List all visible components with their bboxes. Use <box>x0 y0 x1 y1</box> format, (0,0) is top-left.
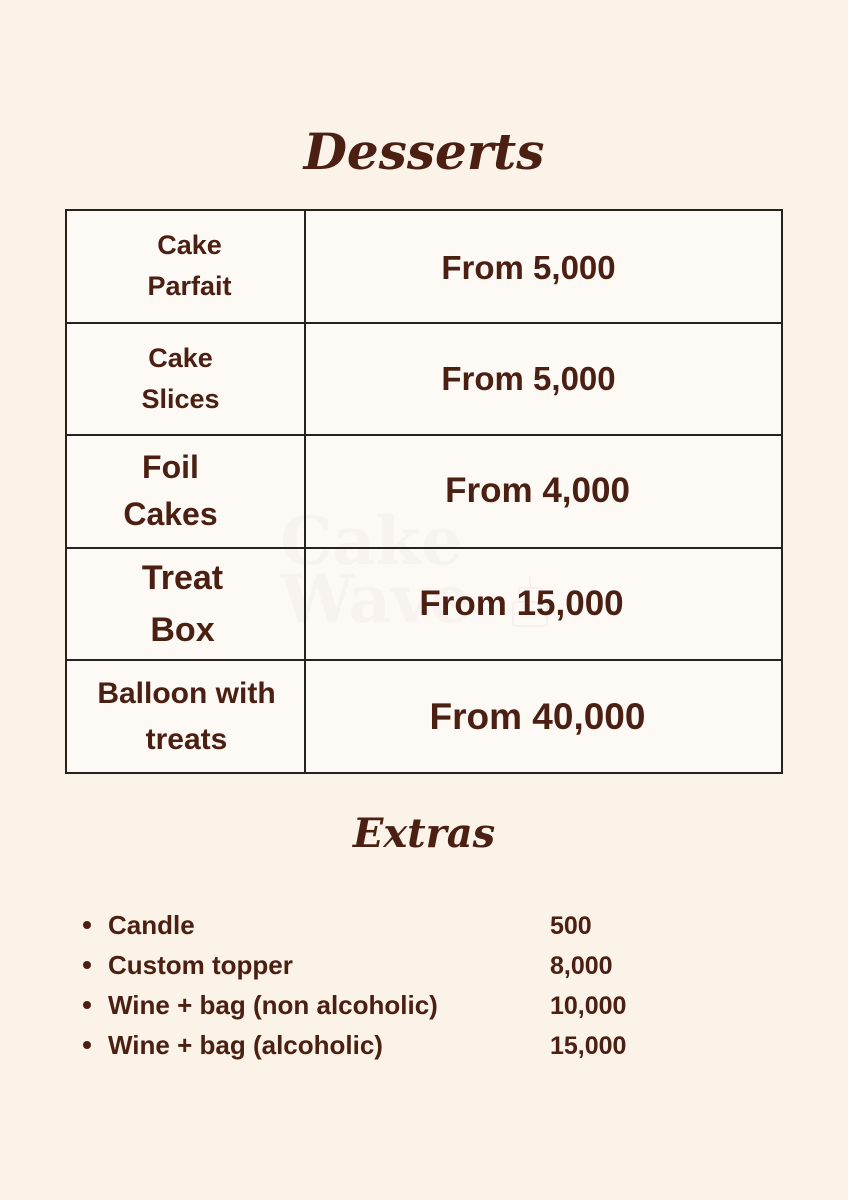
extra-price: 500 <box>550 912 592 940</box>
bullet-icon <box>83 1001 91 1009</box>
item-price-cell <box>305 660 782 773</box>
item-price-cell <box>305 323 782 436</box>
table-row <box>66 210 782 323</box>
item-name-cell <box>66 660 305 773</box>
item-price-cell <box>305 210 782 323</box>
desserts-table <box>65 209 783 774</box>
item-name-cell <box>66 210 305 323</box>
bullet-icon <box>83 1041 91 1049</box>
extra-price: 8,000 <box>550 952 613 980</box>
item-name: Foil Cakes <box>123 449 218 533</box>
item-name: Cake Parfait <box>147 230 232 302</box>
extra-name: Candle <box>108 910 195 940</box>
item-name: Balloon with treats <box>97 676 276 756</box>
item-price-cell <box>305 435 782 548</box>
extras-title: Extras <box>352 810 496 857</box>
item-price: From 15,000 <box>419 584 624 624</box>
extra-price: 15,000 <box>550 1032 627 1060</box>
extra-name: Wine + bag (non alcoholic) <box>108 990 438 1020</box>
item-price: From 4,000 <box>445 471 630 511</box>
item-price: From 5,000 <box>441 249 616 287</box>
bullet-icon <box>83 921 91 929</box>
table-row <box>66 660 782 773</box>
item-name: Treat Box <box>141 559 224 650</box>
item-name: Cake Slices <box>141 342 220 414</box>
item-price-cell <box>305 548 782 661</box>
list-item <box>80 1026 700 1066</box>
item-price: From 5,000 <box>441 359 616 397</box>
item-name-cell <box>66 435 305 548</box>
list-item <box>80 946 700 986</box>
extras-list <box>80 906 700 1066</box>
item-price: From 40,000 <box>429 695 646 737</box>
bullet-icon <box>83 961 91 969</box>
table-row <box>66 435 782 548</box>
extra-name: Custom topper <box>108 950 293 980</box>
page-title: Desserts <box>303 122 545 181</box>
table-row <box>66 548 782 661</box>
table-row <box>66 323 782 436</box>
extra-price: 10,000 <box>550 992 627 1020</box>
list-item <box>80 906 700 946</box>
list-item <box>80 986 700 1026</box>
extra-name: Wine + bag (alcoholic) <box>108 1030 383 1060</box>
item-name-cell <box>66 548 305 661</box>
item-name-cell <box>66 323 305 436</box>
